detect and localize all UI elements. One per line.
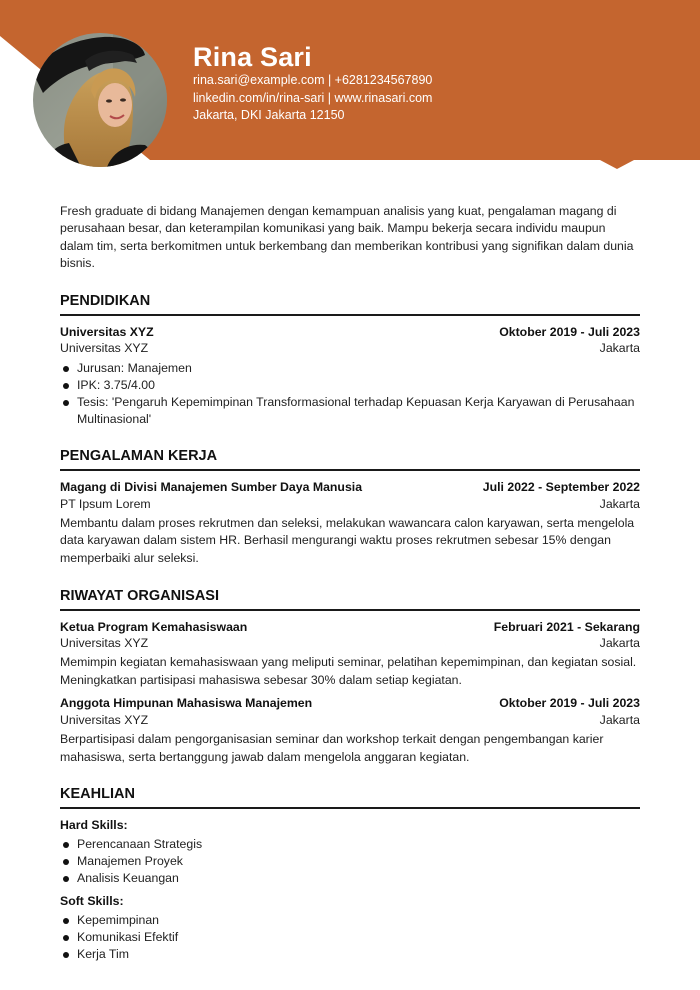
organization-role: Anggota Himpunan Mahasiswa Manajemen [60,696,313,711]
experience-company: PT Ipsum Lorem [60,497,151,512]
education-institution: Universitas XYZ [60,324,154,339]
organization-entry [60,619,640,690]
list-item: Perencanaan Strategis [60,836,640,853]
organization-location: Jakarta [599,713,640,728]
header-text [193,42,432,125]
section-title-organization: RIWAYAT ORGANISASI [60,587,640,611]
organization-description: Berpartisipasi dalam pengorganisasian seminar dan workshop terkait dengan pengembangan karier mahasiswa, serta bertanggung jawab dalam mengelola anggaran kegiatan. [60,731,604,764]
hard-skills-list [60,836,640,887]
soft-skills [60,893,640,963]
soft-skills-list [60,912,640,963]
education-dates: Oktober 2019 - Juli 2023 [499,324,640,339]
organization-name: Universitas XYZ [60,713,149,728]
organization-name: Universitas XYZ [60,636,149,651]
contact-links: linkedin.com/in/rina-sari | www.rinasari.com [193,90,433,105]
experience-description: Membantu dalam proses rekrutmen dan seleksi, melakukan wawancara calon karyawan, serta mengelola data karyawan dalam sistem HR. Berhasil mengurangi waktu proses rekrutmen sebesar 15% dengan memperbaiki alur seleksi. [60,515,635,565]
contact-address: Jakarta, DKI Jakarta 12150 [193,108,345,122]
section-title-skills: KEAHLIAN [60,785,640,809]
profile-photo [33,33,167,167]
education-location: Jakarta [599,341,640,356]
list-item: Komunikasi Efektif [60,929,640,946]
education-subtitle: Universitas XYZ [60,341,149,356]
contact-email-phone: rina.sari@example.com | +6281234567890 [193,73,433,87]
organization-location: Jakarta [599,636,640,651]
experience-entry [60,479,640,567]
organization-description: Memimpin kegiatan kemahasiswaan yang meliputi seminar, pelatihan kepemimpinan, dan kegiatan sosial. Meningkatkan partisipasi mahasiswa sebesar 30% dalam setiap kegiatan. [60,655,637,687]
hard-skills [60,817,640,887]
education-entry [60,324,640,429]
section-skills [60,785,640,963]
profile-photo-icon [33,33,167,167]
organization-role: Ketua Program Kemahasiswaan [60,619,248,634]
candidate-name: Rina Sari [193,42,312,72]
summary-paragraph: Fresh graduate di bidang Manajemen dengan kemampuan analisis yang kuat, pengalaman magang di perusahaan besar, dan keterampilan komunikasi yang baik. Mampu bekerja secara individu maupun dalam tim, serta berkomitmen untuk berkembang dan memberikan kontribusi yang signifikan dalam dunia bisnis. [60,204,634,271]
list-item: Jurusan: Manajemen [60,360,640,377]
section-organization [60,587,640,767]
organization-entry [60,695,640,766]
soft-skills-label: Soft Skills: [60,894,124,909]
section-title-experience: PENGALAMAN KERJA [60,447,640,471]
resume-body [60,203,640,963]
hard-skills-label: Hard Skills: [60,818,128,833]
experience-location: Jakarta [599,497,640,512]
experience-dates: Juli 2022 - September 2022 [482,480,640,495]
list-item: Kepemimpinan [60,912,640,929]
list-item: Analisis Keuangan [60,870,640,887]
section-experience [60,447,640,567]
list-item: Tesis: 'Pengaruh Kepemimpinan Transformasional terhadap Kepuasan Kerja Karyawan di Perusahaan Multinasional' [60,394,640,428]
section-education [60,292,640,429]
list-item: Kerja Tim [60,946,640,963]
list-item: Manajemen Proyek [60,853,640,870]
resume-header [0,0,700,170]
experience-role: Magang di Divisi Manajemen Sumber Daya Manusia [60,480,363,495]
education-details [60,360,640,428]
organization-dates: Februari 2021 - Sekarang [493,619,640,634]
section-title-education: PENDIDIKAN [60,292,640,316]
list-item: IPK: 3.75/4.00 [60,377,640,394]
organization-dates: Oktober 2019 - Juli 2023 [499,696,640,711]
